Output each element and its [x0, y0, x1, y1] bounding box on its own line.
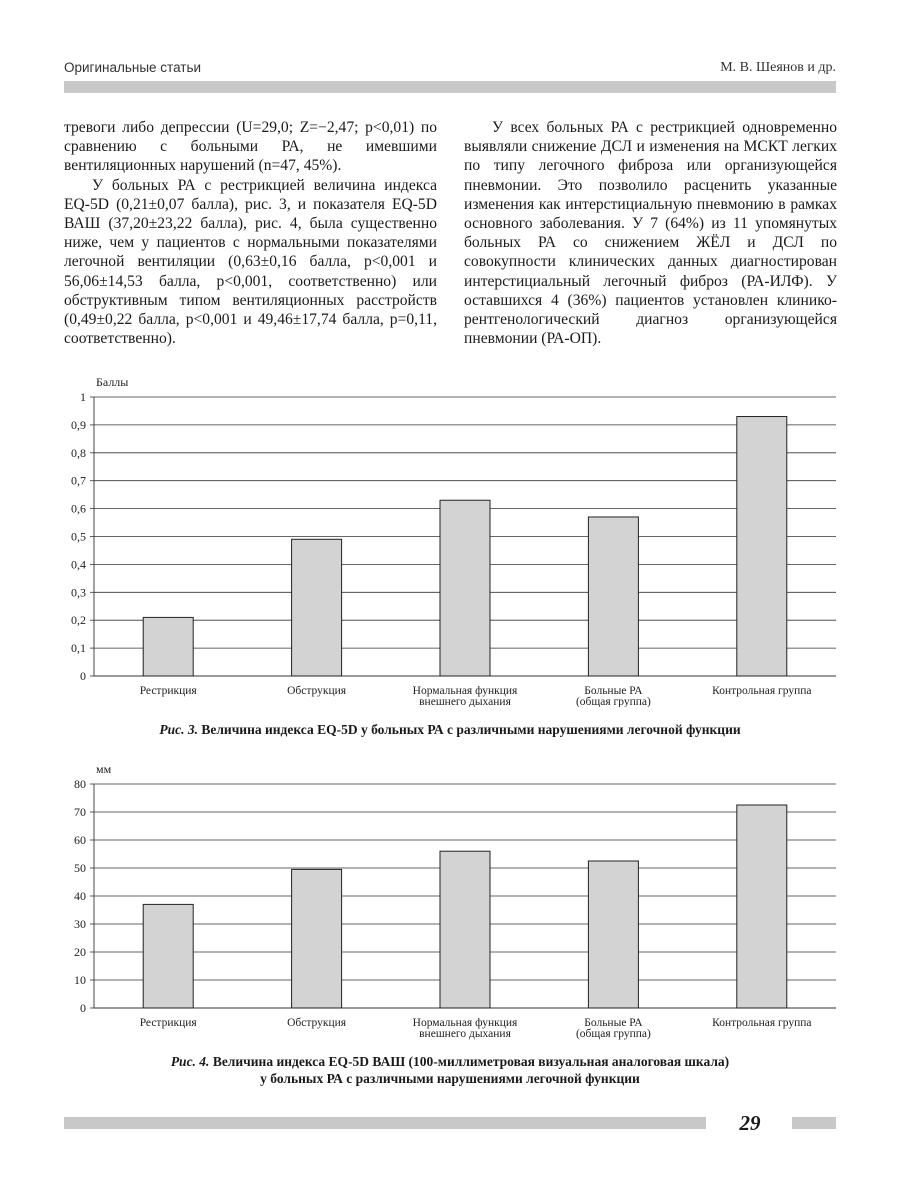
- x-tick-label: (общая группа): [575, 696, 651, 707]
- y-tick-label: 0,1: [71, 641, 86, 656]
- figure-4-caption-text: Величина индекса EQ-5D ВАШ (100-миллиметровая визуальная аналоговая шкала): [212, 1054, 730, 1069]
- y-tick-label: 0,3: [71, 585, 86, 600]
- y-tick-label: 1: [80, 390, 86, 404]
- y-tick-label: 0: [80, 669, 86, 683]
- bar: [737, 805, 787, 1008]
- y-tick-label: 60: [74, 833, 86, 847]
- bar: [440, 851, 490, 1008]
- y-tick-label: 0,2: [71, 613, 86, 628]
- bar: [440, 500, 490, 676]
- x-tick-label: Обструкция: [287, 685, 347, 697]
- x-tick-label: Рестрикция: [139, 685, 197, 697]
- y-tick-label: 0,6: [71, 501, 86, 516]
- y-tick-label: 70: [74, 805, 86, 819]
- x-tick-label: Больные РА: [584, 1017, 643, 1029]
- figure-4-chart: [60, 760, 840, 1050]
- paragraph: У больных РА с рестрикцией величина индекса EQ-5D (0,21±0,07 балла), рис. 3, и показателя EQ-5D ВАШ (37,20±23,22 балла), рис. 4, была существенно ниже, чем у пациентов с нормальными показателями легочной вентиляции (0,63±0,16 балла, p<0,001 и 56,06±14,53 балла, p<0,001, соответственно) или обструктивным типом вентиляционных расстройств (0,49±0,22 балла, p<0,001 и 49,46±17,74 балла, p=0,11, соответственно).: [64, 176, 437, 348]
- x-tick-label: внешнего дыхания: [419, 696, 511, 707]
- footer-rule-end: [792, 1117, 836, 1129]
- header-rule: [64, 81, 836, 93]
- figure-3-chart: [60, 372, 840, 707]
- y-tick-label: 0,8: [71, 445, 86, 460]
- figure-4-label: Рис. 4.: [170, 1054, 210, 1069]
- x-tick-label: внешнего дыхания: [419, 1028, 511, 1040]
- figure-3-caption-text: Величина индекса EQ-5D у больных РА с различными нарушениями легочной функции: [201, 722, 741, 737]
- running-header-authors: М. В. Шеянов и др.: [720, 60, 836, 75]
- x-tick-label: Контрольная группа: [712, 685, 812, 697]
- y-tick-label: 30: [74, 917, 86, 931]
- x-tick-label: Рестрикция: [139, 1017, 197, 1029]
- bar: [588, 517, 638, 676]
- y-tick-label: 0: [80, 1001, 86, 1015]
- figure-4-caption-line-2: у больных РА с различными нарушениями легочной функции: [260, 1071, 640, 1086]
- bar: [737, 417, 787, 676]
- figure-4-caption: [64, 1053, 836, 1087]
- x-tick-label: Контрольная группа: [712, 1017, 812, 1029]
- y-tick-label: 80: [74, 777, 86, 791]
- y-axis-label: Баллы: [96, 375, 129, 389]
- text-column-left: [64, 118, 437, 348]
- x-tick-label: Больные РА: [584, 685, 643, 697]
- figure-4-caption-line-1: [64, 1053, 836, 1070]
- figure-3-label: Рис. 3.: [159, 722, 198, 737]
- y-tick-label: 0,9: [71, 417, 86, 432]
- bar: [143, 617, 193, 676]
- y-tick-label: 40: [74, 889, 86, 903]
- y-tick-label: 50: [74, 861, 86, 875]
- y-tick-label: 0,7: [71, 473, 86, 488]
- y-tick-label: 10: [74, 973, 86, 987]
- y-tick-label: 0,4: [71, 557, 86, 572]
- y-tick-label: 20: [74, 945, 86, 959]
- page-number: 29: [739, 1111, 761, 1135]
- x-tick-label: Нормальная функция: [412, 1017, 518, 1029]
- running-header-section: Оригинальные статьи: [64, 60, 202, 75]
- bar: [292, 539, 342, 676]
- y-tick-label: 0,5: [71, 529, 86, 544]
- y-axis-label: мм: [96, 762, 112, 776]
- bar: [292, 869, 342, 1008]
- x-tick-label: Нормальная функция: [412, 685, 518, 697]
- x-tick-label: Обструкция: [287, 1017, 347, 1029]
- text-column-right: [464, 118, 837, 348]
- x-tick-label: (общая группа): [575, 1028, 651, 1040]
- paragraph: тревоги либо депрессии (U=29,0; Z=−2,47; p<0,01) по сравнению с больными РА, не имевшими вентиляционных нарушений (n=47, 45%).: [64, 119, 437, 175]
- bar: [143, 904, 193, 1008]
- bar: [588, 861, 638, 1008]
- figure-3-caption: [64, 721, 836, 738]
- paragraph: У всех больных РА с рестрикцией одновременно выявляли снижение ДСЛ и изменения на МСКТ легких по типу легочного фиброза или организующейся пневмонии. Это позволило расценить указанные изменения как интерстициальную пневмонию в рамках основного заболевания. У 7 (64%) из 11 упомянутых больных РА со снижением ЖЁЛ и ДСЛ по совокупности клинических данных диагностирован интерстициальный легочный фиброз (РА-ИЛФ). У оставшихся 4 (36%) пациентов установлен клинико-рентгенологический диагноз организующейся пневмонии (РА-ОП).: [464, 119, 837, 348]
- footer-rule: [64, 1117, 706, 1129]
